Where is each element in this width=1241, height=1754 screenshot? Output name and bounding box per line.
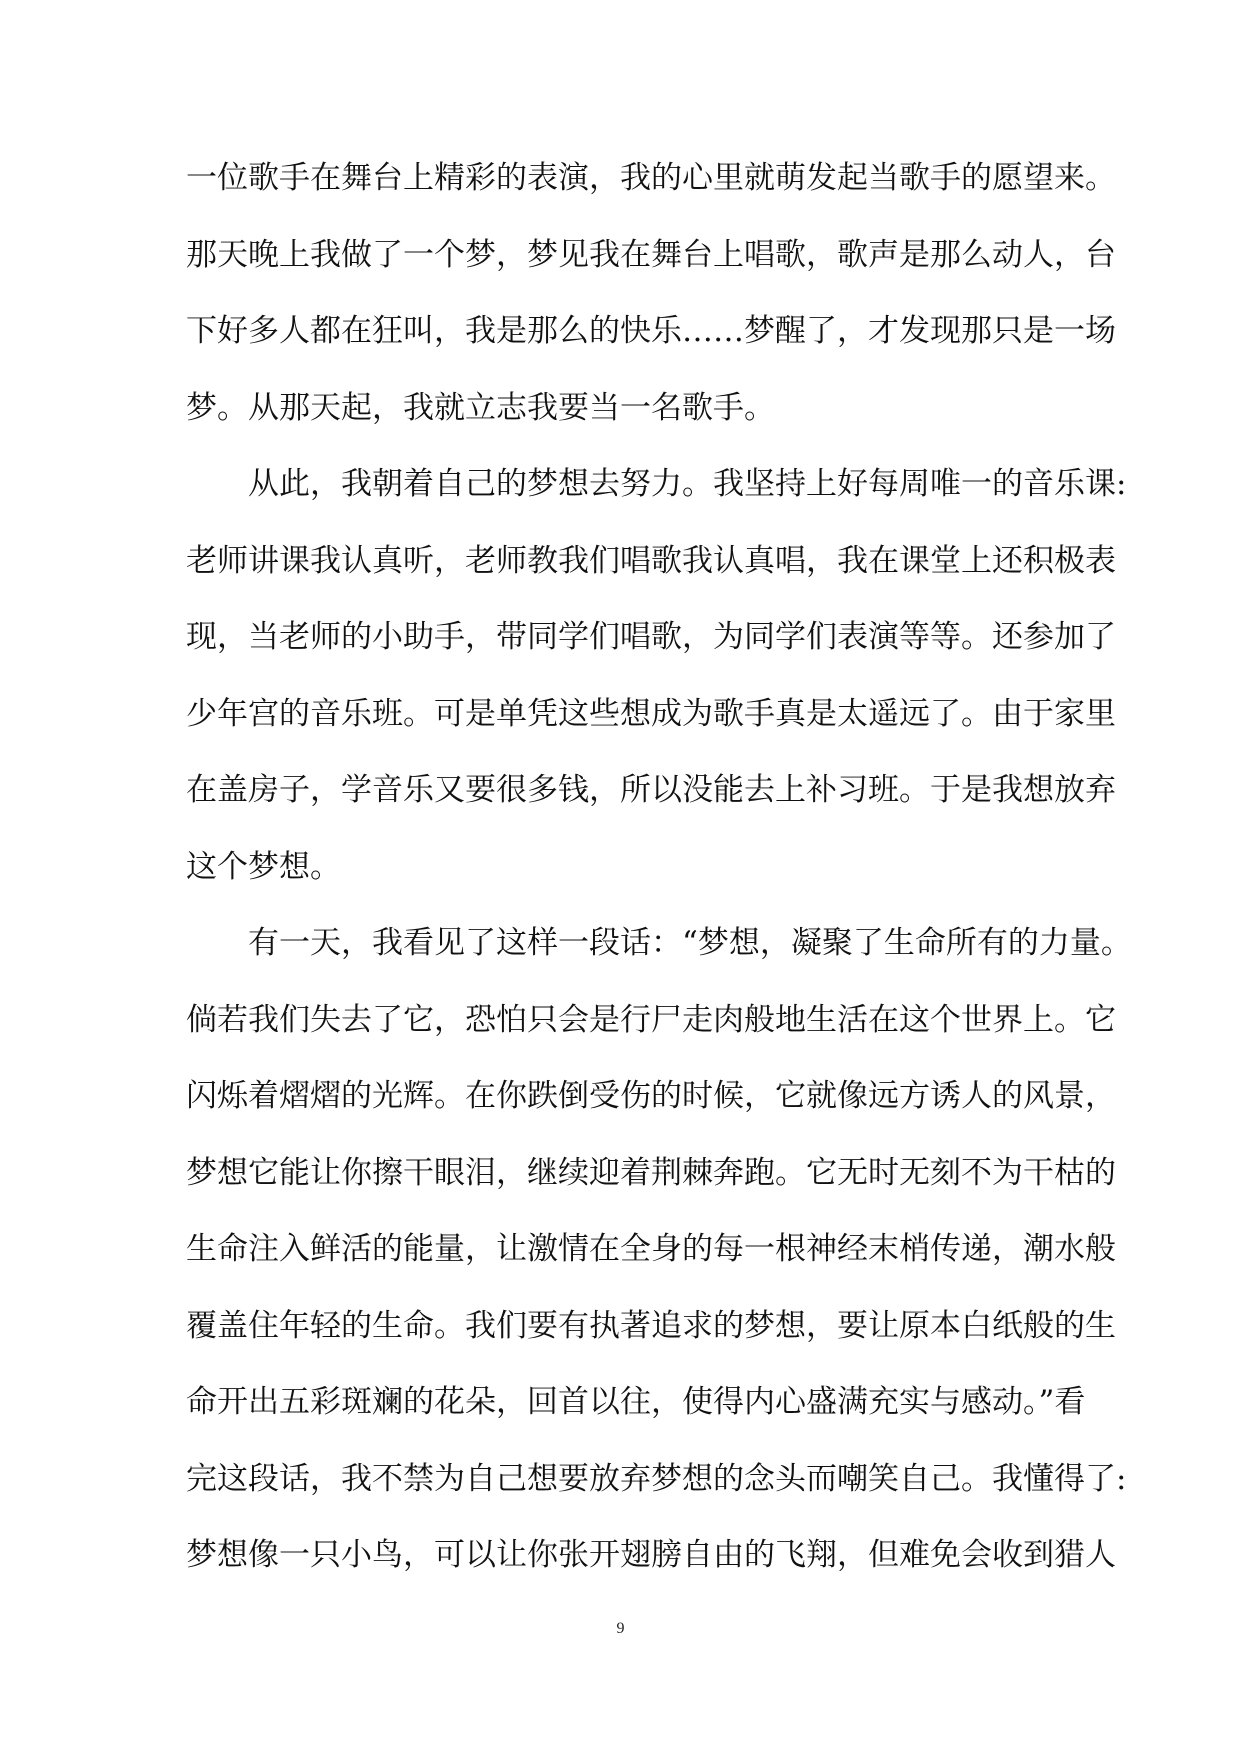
- text-line: 这个梦想。: [186, 848, 341, 885]
- text-line: 倘若我们失去了它，恐怕只会是行尸走肉般地生活在这个世界上。它: [186, 1001, 1116, 1038]
- text-line: 梦想像一只小鸟，可以让你张开翅膀自由的飞翔，但难免会收到猎人: [186, 1537, 1116, 1573]
- text-line: 现，当老师的小助手，带同学们唱歌，为同学们表演等等。还参加了: [186, 619, 1116, 655]
- text-line: 闪烁着熠熠的光辉。在你跌倒受伤的时候，它就像远方诱人的风景，: [186, 1078, 1116, 1114]
- text-line: 覆盖住年轻的生命。我们要有执著追求的梦想，要让原本白纸般的生: [186, 1307, 1116, 1344]
- text-line: 一位歌手在舞台上精彩的表演，我的心里就萌发起当歌手的愿望来。: [186, 160, 1116, 196]
- text-line: 那天晚上我做了一个梦，梦见我在舞台上唱歌，歌声是那么动人，台: [186, 236, 1116, 273]
- text-line: 有一天，我看见了这样一段话：“梦想，凝聚了生命所有的力量。: [248, 925, 1132, 961]
- page-number: 9: [616, 1620, 625, 1637]
- text-line: 老师讲课我认真听，老师教我们唱歌我认真唱，我在课堂上还积极表: [186, 542, 1116, 579]
- text-line: 下好多人都在狂叫，我是那么的快乐……梦醒了，才发现那只是一场: [186, 313, 1116, 349]
- text-line: 从此，我朝着自己的梦想去努力。我坚持上好每周唯一的音乐课:: [248, 466, 1127, 502]
- text-line: 梦想它能让你擦干眼泪，继续迎着荆棘奔跑。它无时无刻不为干枯的: [186, 1154, 1116, 1191]
- text-line: 命开出五彩斑斓的花朵，回首以往，使得内心盛满充实与感动。”看: [186, 1384, 1086, 1420]
- body-text: [186, 140, 1132, 1594]
- text-line: 完这段话，我不禁为自己想要放弃梦想的念头而嘲笑自己。我懂得了:: [186, 1460, 1127, 1497]
- text-line: 少年宫的音乐班。可是单凭这些想成为歌手真是太遥远了。由于家里: [186, 695, 1116, 732]
- text-line: 梦。从那天起，我就立志我要当一名歌手。: [186, 389, 775, 426]
- text-line: 生命注入鲜活的能量，让激情在全身的每一根神经末梢传递，潮水般: [186, 1231, 1116, 1267]
- text-line: 在盖房子，学音乐又要很多钱，所以没能去上补习班。于是我想放弃: [186, 772, 1116, 808]
